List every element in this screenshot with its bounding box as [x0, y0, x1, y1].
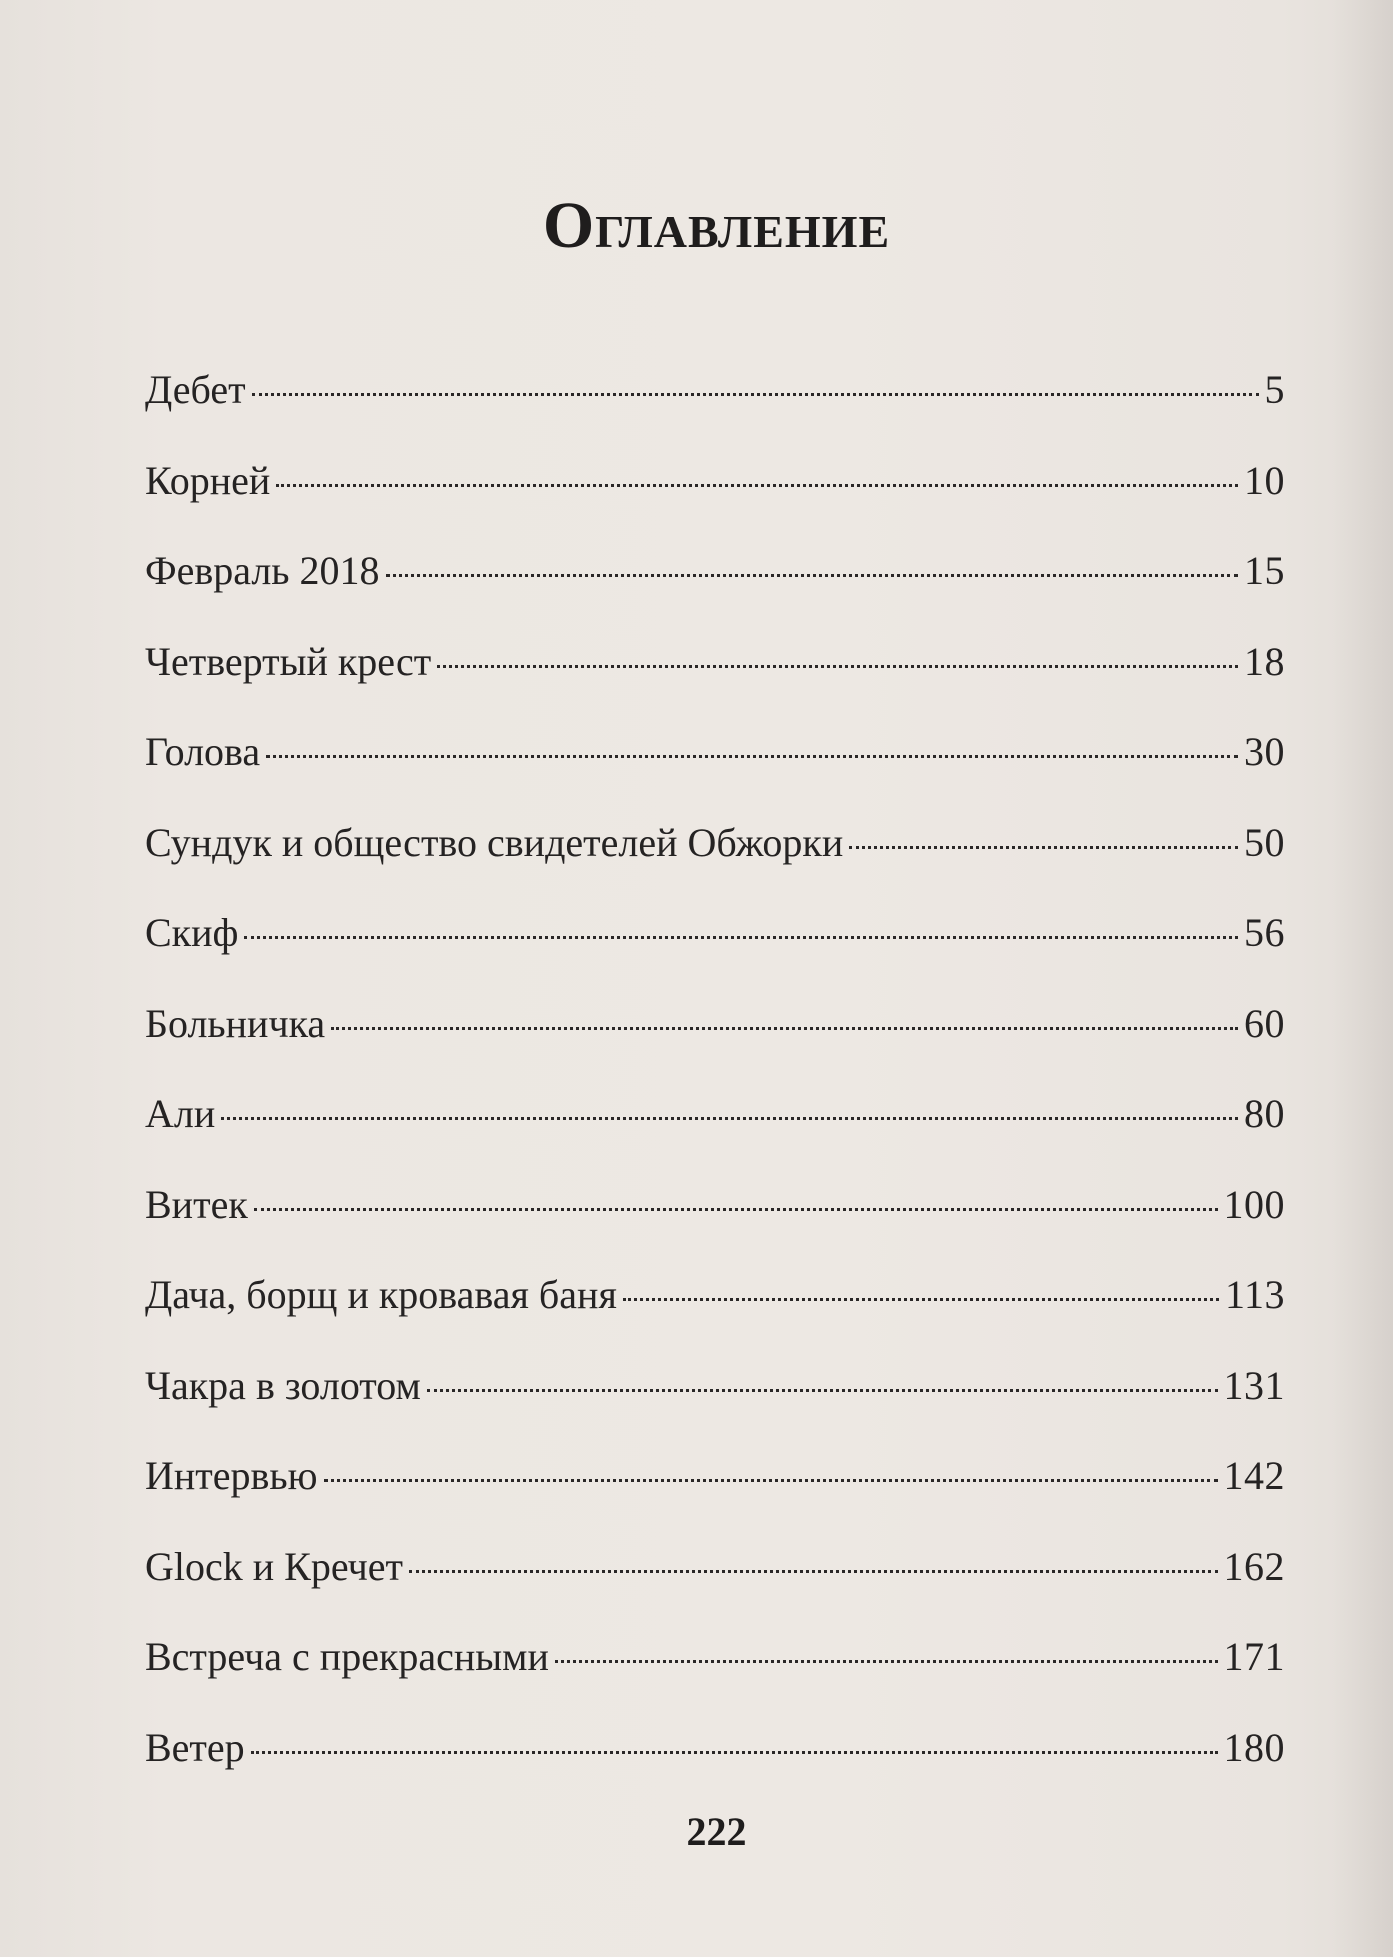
dot-leader [251, 1751, 1218, 1754]
dot-leader [276, 484, 1238, 487]
toc-entry [145, 813, 1285, 904]
dot-leader [409, 1570, 1218, 1573]
dot-leader [221, 1117, 1238, 1120]
toc-entry-page: 30 [1244, 729, 1285, 774]
toc-entry [145, 1537, 1285, 1628]
dot-leader [266, 755, 1238, 758]
dot-leader [849, 846, 1238, 849]
table-of-contents [145, 360, 1285, 1808]
toc-entry-page: 142 [1223, 1453, 1285, 1498]
toc-entry-title: Ветер [145, 1724, 245, 1770]
dot-leader [437, 665, 1238, 668]
page-title: Оглавление [542, 189, 891, 262]
toc-entry-page: 10 [1244, 457, 1285, 503]
toc-entry-page: 171 [1223, 1634, 1285, 1679]
dot-leader [623, 1298, 1219, 1301]
toc-entry [145, 451, 1285, 542]
toc-entry-title: Больничка [145, 1000, 326, 1046]
toc-entry-title: Корней [145, 457, 271, 503]
toc-entry [145, 541, 1285, 632]
toc-entry-page: 5 [1264, 367, 1285, 412]
dot-leader [555, 1660, 1218, 1663]
dot-leader [244, 936, 1238, 939]
toc-entry [145, 360, 1285, 451]
toc-entry-title: Интервью [145, 1453, 318, 1498]
toc-entry [145, 1265, 1285, 1356]
page-number: 222 [686, 1809, 747, 1854]
toc-entry [145, 1356, 1285, 1447]
toc-entry-page: 15 [1244, 548, 1285, 593]
dot-leader [386, 574, 1238, 577]
toc-entry [145, 994, 1285, 1085]
dot-leader [331, 1027, 1238, 1030]
toc-entry [145, 1718, 1285, 1809]
page-edge-shadow [1333, 0, 1393, 1957]
toc-entry-title: Голова [145, 729, 261, 774]
dot-leader [324, 1479, 1218, 1482]
toc-entry-page: 60 [1244, 1000, 1285, 1046]
toc-entry-page: 18 [1244, 638, 1285, 684]
dot-leader [252, 393, 1259, 396]
toc-entry-title: Дебет [145, 367, 246, 412]
toc-entry-page: 50 [1244, 819, 1285, 865]
toc-entry-title: Скиф [145, 910, 239, 955]
toc-entry-page: 100 [1223, 1181, 1285, 1227]
toc-entry-title: Дача, борщ и кровавая баня [145, 1272, 617, 1317]
toc-entry [145, 722, 1285, 813]
toc-entry-page: 80 [1244, 1091, 1285, 1136]
toc-entry-title: Али [145, 1091, 216, 1136]
toc-entry [145, 632, 1285, 723]
toc-entry-title: Чакра в золотом [145, 1362, 421, 1408]
dot-leader [427, 1389, 1218, 1392]
toc-entry [145, 1446, 1285, 1537]
toc-entry-page: 56 [1244, 910, 1285, 955]
dot-leader [254, 1208, 1218, 1211]
toc-entry-title: Витек [145, 1181, 248, 1227]
toc-entry-page: 131 [1223, 1362, 1285, 1408]
toc-entry-page: 113 [1224, 1272, 1285, 1317]
toc-entry [145, 1084, 1285, 1175]
toc-entry-title: Четвертый крест [145, 638, 432, 684]
toc-entry-title: Февраль 2018 [145, 548, 380, 593]
toc-entry-title: Встреча с прекрасными [145, 1634, 549, 1679]
toc-entry-title: Сундук и общество свидетелей Обжорки [145, 819, 844, 865]
toc-entry-title: Glock и Кречет [145, 1543, 403, 1589]
toc-entry [145, 903, 1285, 994]
toc-entry-page: 180 [1223, 1724, 1285, 1770]
toc-entry [145, 1175, 1285, 1266]
toc-entry [145, 1627, 1285, 1718]
toc-entry-page: 162 [1223, 1543, 1285, 1589]
